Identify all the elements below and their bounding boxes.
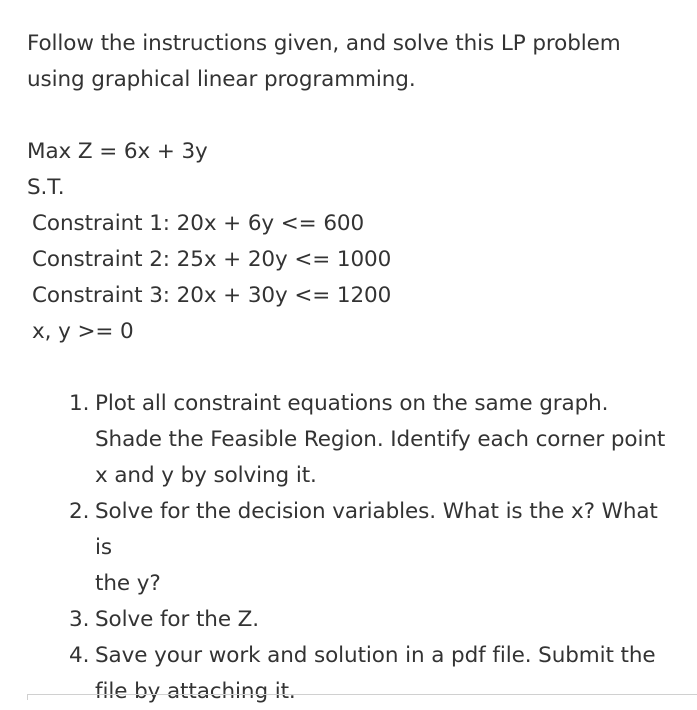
task-item-1: [27, 386, 677, 494]
task-number: 4.: [69, 643, 90, 668]
intro-line-2: using graphical linear programming.: [27, 67, 416, 92]
objective-function: Max Z = 6x + 3y: [27, 139, 208, 164]
task-item-3: [27, 602, 677, 638]
task-number: 3.: [69, 607, 90, 632]
task-item-2: [27, 494, 677, 602]
intro-line-1: Follow the instructions given, and solve this LP problem: [27, 31, 621, 56]
task-list: [27, 386, 677, 710]
task-text-line: file by attaching it.: [95, 679, 296, 704]
task-text-line: Plot all constraint equations on the same graph.: [95, 391, 609, 416]
subject-to-label: S.T.: [27, 175, 65, 200]
task-text-line: the y?: [95, 571, 161, 596]
constraint-3: Constraint 3: 20x + 30y <= 1200: [32, 283, 392, 308]
task-text-line: Solve for the Z.: [95, 607, 260, 632]
task-text-line: x and y by solving it.: [95, 463, 317, 488]
task-text-line: Solve for the decision variables. What is the x? What is: [95, 499, 658, 560]
task-number: 2.: [69, 499, 90, 524]
lp-problem: [27, 134, 677, 350]
task-text-line: Shade the Feasible Region. Identify each corner point: [95, 427, 666, 452]
intro-paragraph: [27, 26, 677, 98]
task-text-line: Save your work and solution in a pdf file. Submit the: [95, 643, 656, 668]
constraint-2: Constraint 2: 25x + 20y <= 1000: [32, 247, 392, 272]
constraint-1: Constraint 1: 20x + 6y <= 600: [32, 211, 365, 236]
task-number: 1.: [69, 391, 90, 416]
non-negativity-constraint: x, y >= 0: [32, 319, 134, 344]
question-body: [27, 26, 677, 710]
next-section-border: [27, 694, 697, 700]
